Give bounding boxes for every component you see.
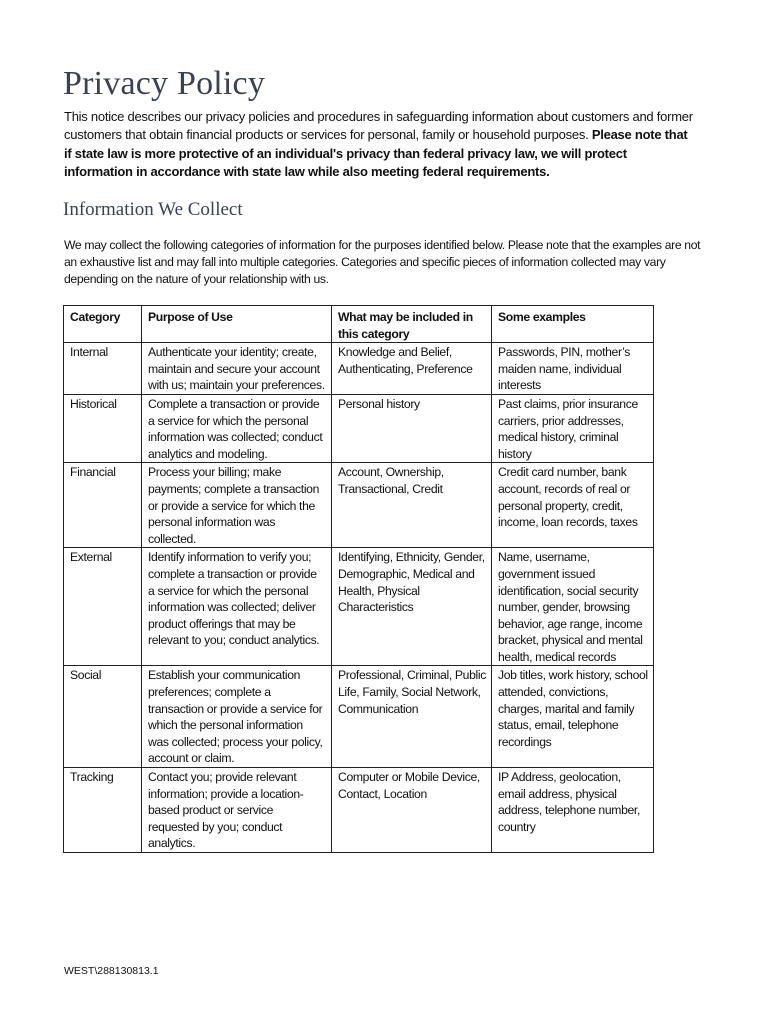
row-examples: Name, username, government issued identification, social security number, gender, browsing behavior, age range, income bracket, physical and mental health, medical records [492, 548, 654, 666]
row-examples: IP Address, geolocation, email address, physical address, telephone number, country [492, 768, 654, 853]
intro-text: This notice describes our privacy policies and procedures in safeguarding information about customers and former customers that obtain financial products or services for personal, family or household purposes. [64, 109, 693, 143]
table-row [64, 394, 654, 462]
row-category: Financial [64, 463, 142, 548]
information-categories-table [63, 305, 654, 853]
row-category: Historical [64, 394, 142, 462]
table-row [64, 548, 654, 666]
row-category: Internal [64, 343, 142, 395]
row-examples: Credit card number, bank account, records of real or personal property, credit, income, loan records, taxes [492, 463, 654, 548]
intro-paragraph [64, 108, 694, 182]
table-row [64, 666, 654, 768]
row-included: Professional, Criminal, Public Life, Family, Social Network, Communication [332, 666, 492, 768]
table-row [64, 463, 654, 548]
row-purpose: Establish your communication preferences; complete a transaction or provide a service for which the personal information was collected; process your policy, account or claim. [142, 666, 332, 768]
table-row [64, 768, 654, 853]
row-purpose: Complete a transaction or provide a service for which the personal information was collected; conduct analytics and modeling. [142, 394, 332, 462]
row-examples: Passwords, PIN, mother’s maiden name, individual interests [492, 343, 654, 395]
row-included: Personal history [332, 394, 492, 462]
row-purpose: Process your billing; make payments; complete a transaction or provide a service for which the personal information was collected. [142, 463, 332, 548]
row-included: Identifying, Ethnicity, Gender, Demographic, Medical and Health, Physical Characteristics [332, 548, 492, 666]
header-category: Category [64, 306, 142, 343]
row-category: External [64, 548, 142, 666]
row-included: Computer or Mobile Device, Contact, Location [332, 768, 492, 853]
row-examples: Past claims, prior insurance carriers, prior addresses, medical history, criminal history [492, 394, 654, 462]
section-heading: Information We Collect [63, 199, 243, 220]
header-purpose: Purpose of Use [142, 306, 332, 343]
row-category: Tracking [64, 768, 142, 853]
header-included: What may be included in this category [332, 306, 492, 343]
page-title: Privacy Policy [63, 65, 266, 102]
row-purpose: Contact you; provide relevant information; provide a location-based product or service requested by you; conduct analytics. [142, 768, 332, 853]
row-included: Account, Ownership, Transactional, Credit [332, 463, 492, 548]
row-purpose: Identify information to verify you; complete a transaction or provide a service for which the personal information was collected; deliver product offerings that may be relevant to you; conduct analytics. [142, 548, 332, 666]
section-paragraph: We may collect the following categories of information for the purposes identified below. Please note that the examples are not an exhaustive list and may fall into multiple categories. Categories and specific pieces of information collected may vary depending on the nature of your relationship with us. [64, 238, 701, 286]
row-examples: Job titles, work history, school attended, convictions, charges, marital and family status, email, telephone recordings [492, 666, 654, 768]
intro-bold-text: Please note that if state law is more protective of an individual's privacy than federal privacy law, we will protect information in accordance with state law while also meeting federal requirements. [64, 127, 688, 180]
row-purpose: Authenticate your identity; create, maintain and secure your account with us; maintain your preferences. [142, 343, 332, 395]
header-examples: Some examples [492, 306, 654, 343]
document-footer-id: WEST\288130813.1 [64, 965, 159, 977]
table-header-row [64, 306, 654, 343]
table-row [64, 343, 654, 395]
row-category: Social [64, 666, 142, 768]
row-included: Knowledge and Belief, Authenticating, Preference [332, 343, 492, 395]
